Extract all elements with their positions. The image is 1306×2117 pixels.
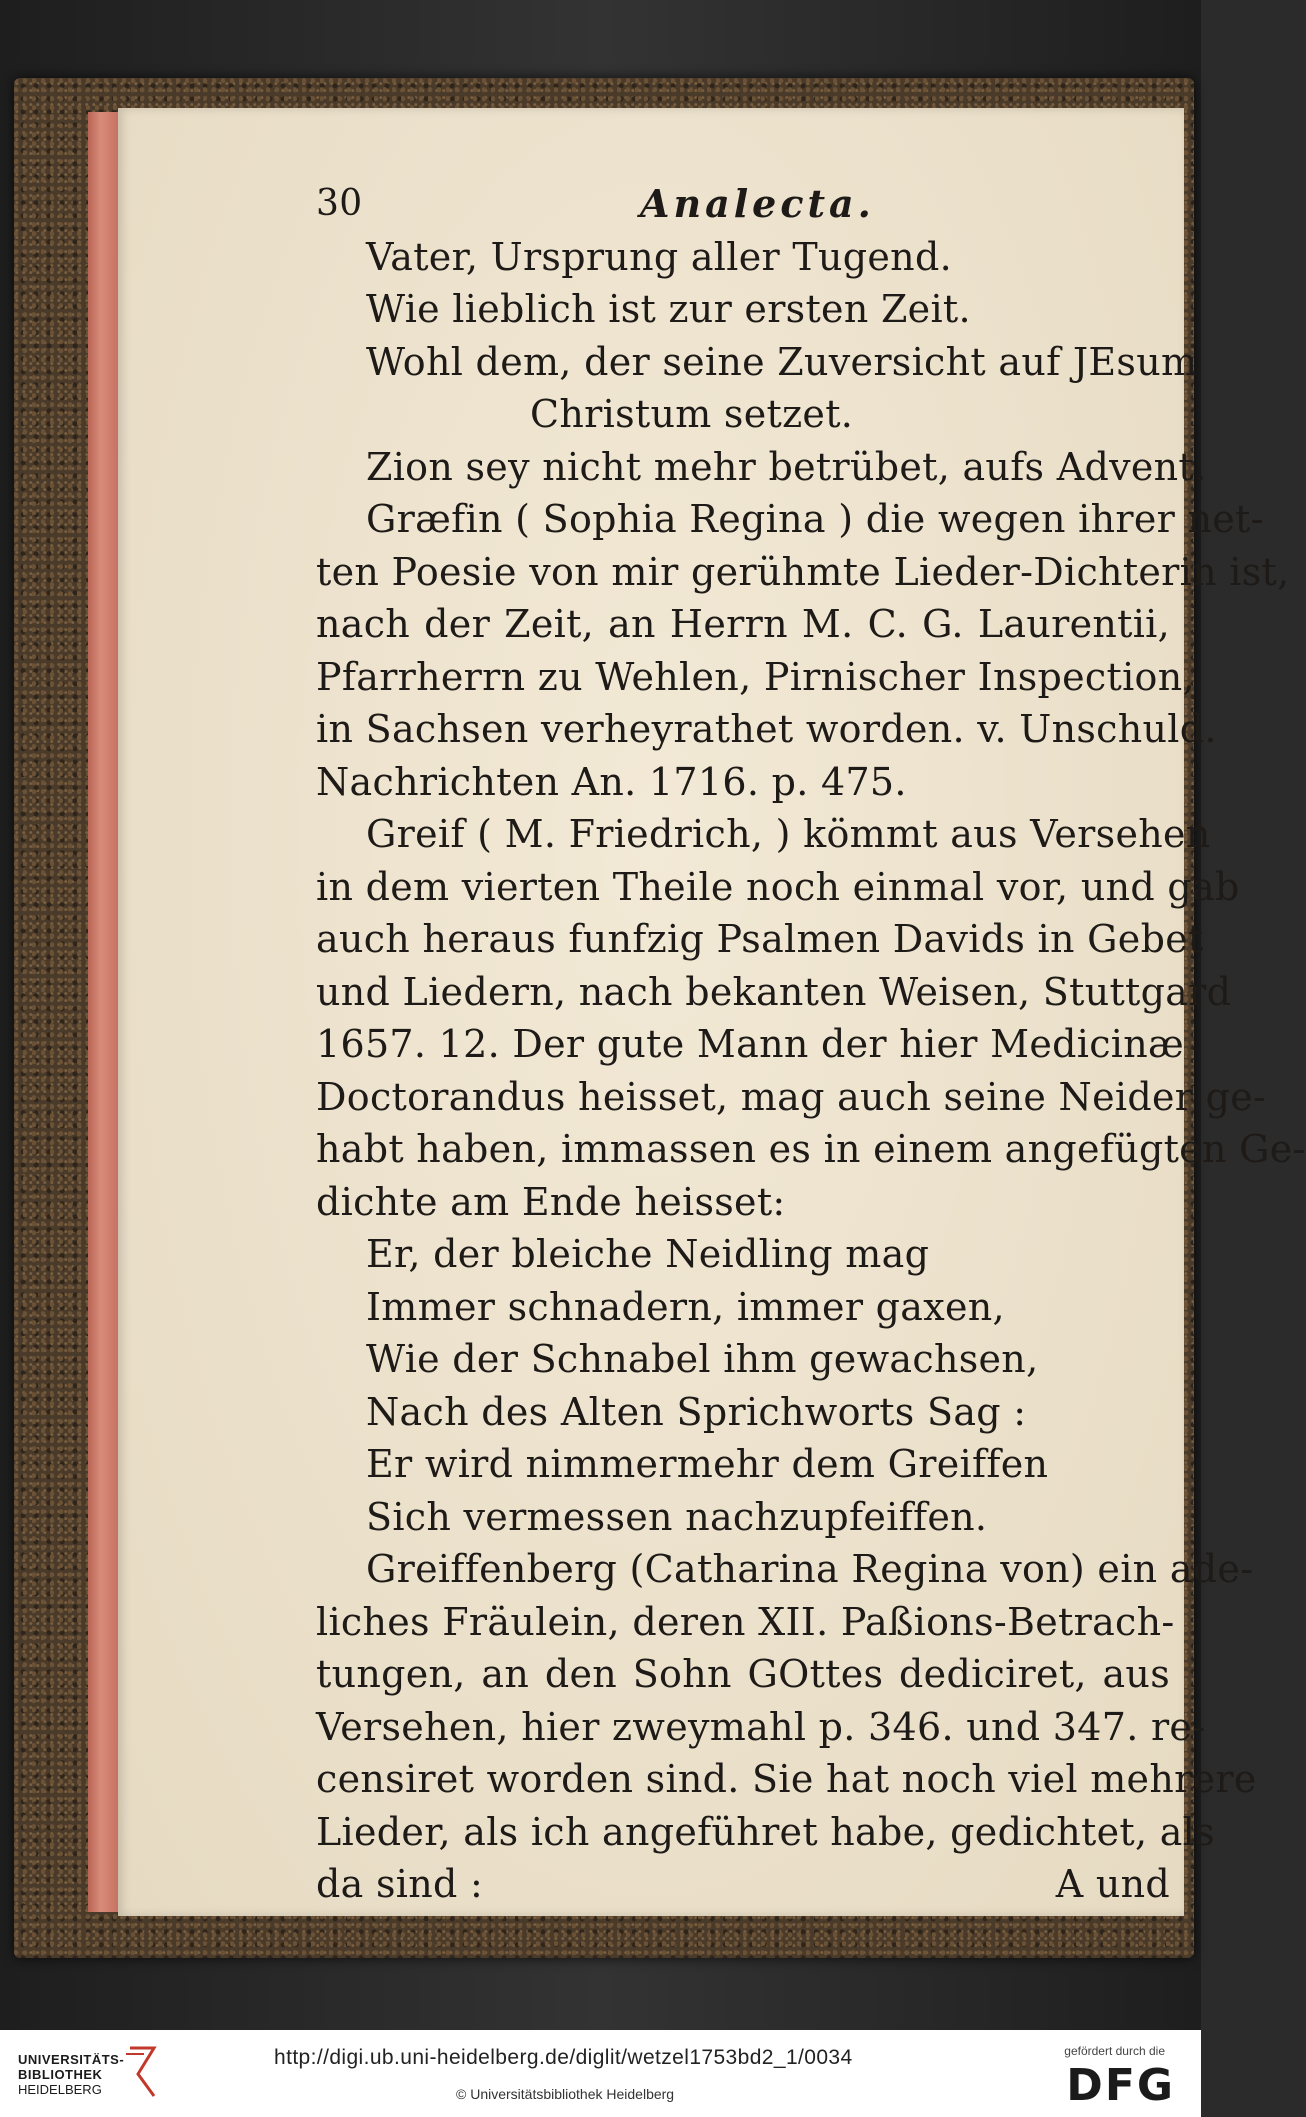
text-line: Christum setzet. (530, 392, 854, 436)
library-name-line1: UNIVERSITÄTS- (18, 2052, 125, 2067)
text-line: in dem vierten Theile noch einmal vor, und gab (316, 864, 1240, 909)
catchword: A und (1055, 1862, 1170, 1906)
page-text (200, 178, 1306, 1911)
footer-bar (0, 2030, 1201, 2117)
copyright-notice: © Universitätsbibliothek Heidelberg (456, 2086, 675, 2102)
document-url[interactable]: http://digi.ub.uni-heidelberg.de/diglit/wetzel1753bd2_1/0034 (274, 2046, 853, 2069)
page-header (200, 178, 1170, 231)
library-logo[interactable] (18, 2052, 124, 2097)
library-name-line2: BIBLIOTHEK (18, 2067, 103, 2082)
verse-line: Sich vermessen nachzupfeiffen. (366, 1494, 988, 1539)
text-line: tungen, an den Sohn GOttes dediciret, aus (316, 1652, 1170, 1696)
text-line: habt haben, immassen es in einem angefügten Ge- (316, 1127, 1306, 1171)
verse-line: Wie der Schnabel ihm gewachsen, (366, 1337, 1039, 1381)
page-edge (88, 112, 120, 1912)
verse-line: Er wird nimmermehr dem Greiffen (366, 1442, 1049, 1486)
funding-label: gefördert durch die (1064, 2044, 1165, 2058)
text-line: Græfin ( Sophia Regina ) die wegen ihrer net- (366, 497, 1264, 541)
library-name-line3: HEIDELBERG (18, 2082, 102, 2097)
library-emblem-icon (124, 2044, 160, 2100)
verse-line: Nach des Alten Sprichworts Sag : (366, 1389, 1027, 1434)
last-line (200, 1858, 1170, 1911)
text-line: da sind : (316, 1862, 484, 1906)
text-line: dichte am Ende heisset: (316, 1179, 786, 1224)
text-line: in Sachsen verheyrathet worden. v. Unschuld. (316, 707, 1217, 751)
dfg-logo[interactable]: DFG (1066, 2060, 1175, 2111)
text-line: Wie lieblich ist zur ersten Zeit. (366, 287, 971, 331)
text-line: und Liedern, nach bekanten Weisen, Stuttgard (316, 969, 1232, 1014)
verse-line: Immer schnadern, immer gaxen, (366, 1284, 1005, 1329)
text-line: Greiffenberg (Catharina Regina von) ein ade- (366, 1547, 1254, 1591)
text-line: Pfarrherrn zu Wehlen, Pirnischer Inspection, (316, 654, 1195, 699)
running-head: Analecta. (640, 181, 875, 226)
verse-line: Er, der bleiche Neidling mag (366, 1232, 930, 1276)
text-line: Greif ( M. Friedrich, ) kömmt aus Versehen (366, 812, 1211, 856)
text-line: Wohl dem, der seine Zuversicht auf JEsum (366, 339, 1198, 384)
text-line: 1657. 12. Der gute Mann der hier Medicinæ (316, 1022, 1185, 1066)
text-line: ten Poesie von mir gerühmte Lieder-Dichterin ist, (316, 549, 1290, 594)
text-line: Vater, Ursprung aller Tugend. (366, 234, 952, 279)
text-line: nach der Zeit, an Herrn M. C. G. Laurentii, (316, 602, 1170, 646)
text-line: Nachrichten An. 1716. p. 475. (316, 759, 907, 804)
text-line: Lieder, als ich angeführet habe, gedichtet, als (316, 1809, 1215, 1854)
text-line: auch heraus funfzig Psalmen Davids in Gebet (316, 917, 1204, 961)
text-line: censiret worden sind. Sie hat noch viel mehrere (316, 1757, 1257, 1801)
text-line: Zion sey nicht mehr betrübet, aufs Advent. (366, 444, 1207, 489)
text-line: Doctorandus heisset, mag auch seine Neider ge- (316, 1074, 1267, 1119)
page-number: 30 (316, 183, 363, 224)
text-line: liches Fräulein, deren XII. Paßions-Betrach- (316, 1599, 1175, 1644)
text-line: Versehen, hier zweymahl p. 346. und 347. re- (316, 1704, 1206, 1749)
